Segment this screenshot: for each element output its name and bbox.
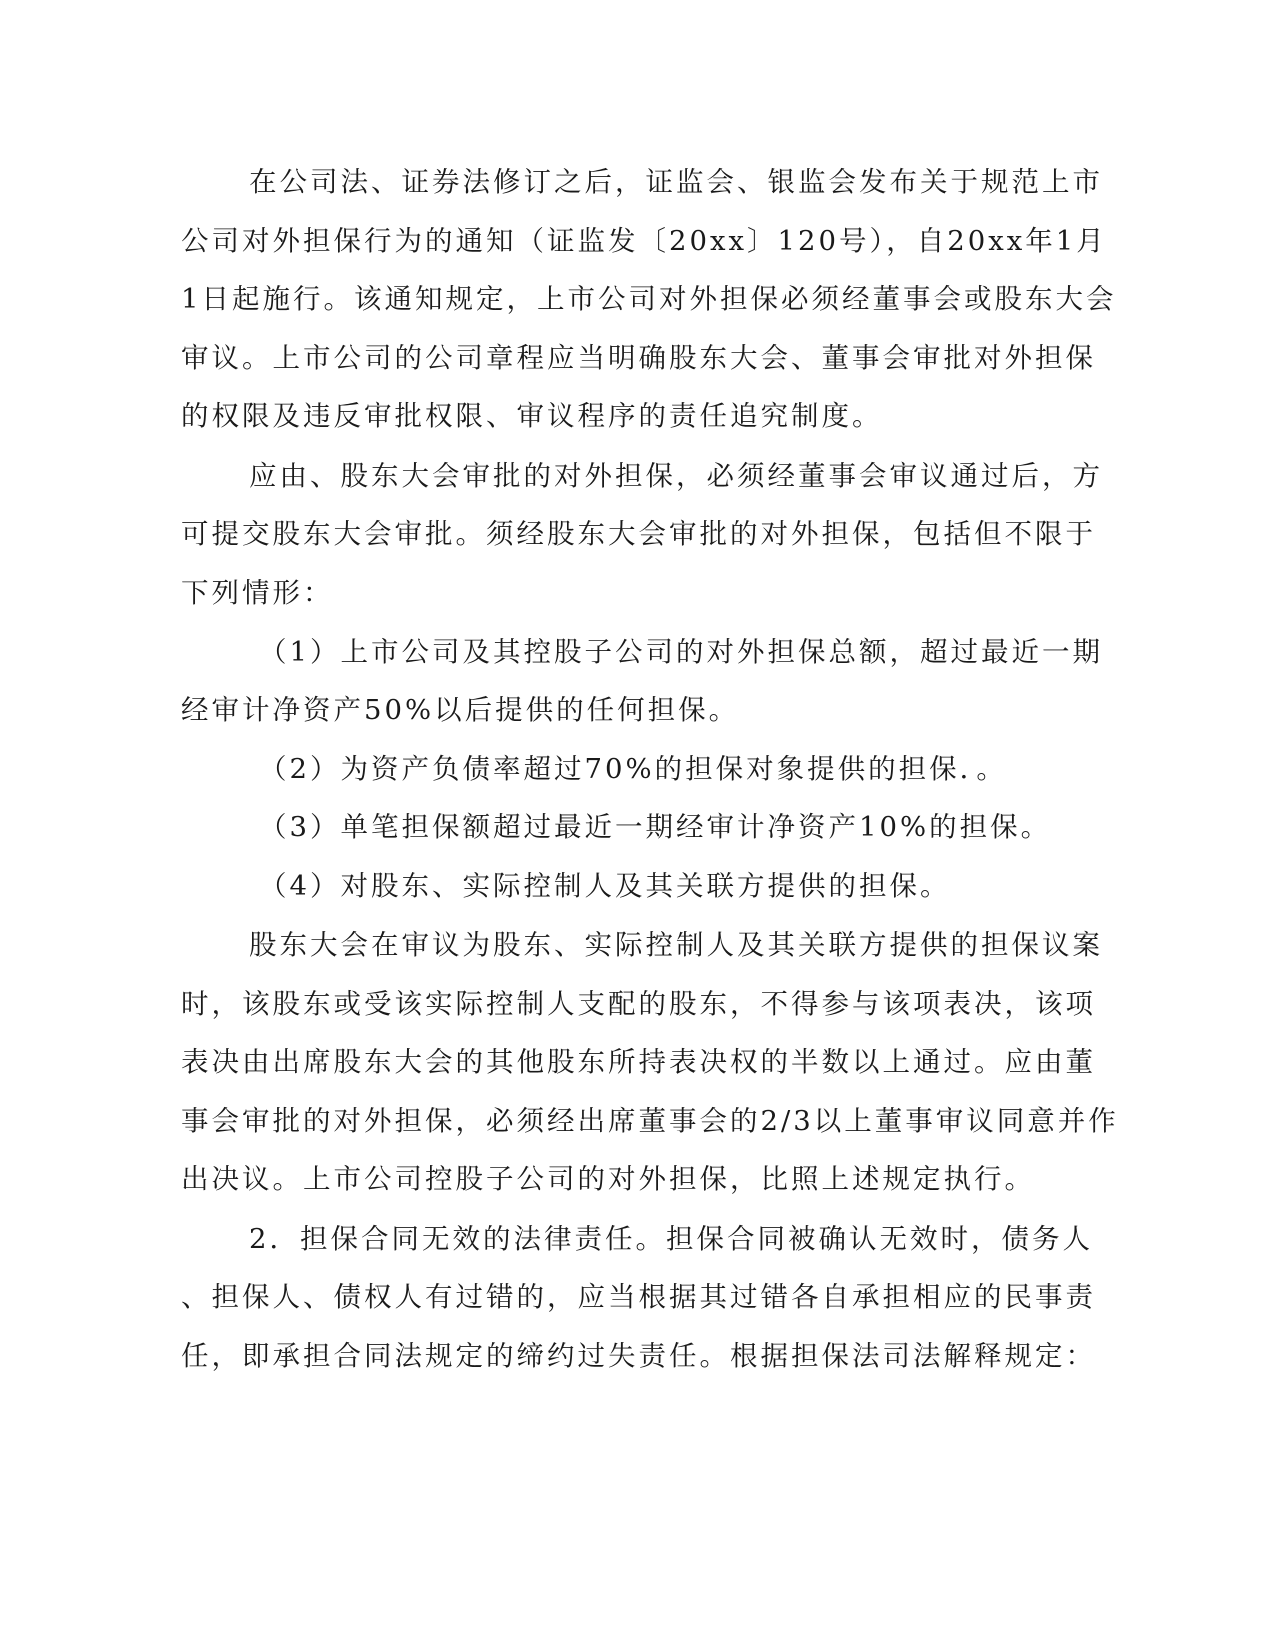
text-line: 审议。上市公司的公司章程应当明确股东大会、董事会审批对外担保 bbox=[181, 342, 1096, 374]
list-item: （1）上市公司及其控股子公司的对外担保总额，超过最近一期 bbox=[259, 636, 1103, 668]
text-line: 公司对外担保行为的通知（证监发〔20xx〕120号），自20xx年1月 bbox=[181, 225, 1107, 257]
text-line: 出决议。上市公司控股子公司的对外担保，比照上述规定执行。 bbox=[181, 1163, 1035, 1195]
text-line: 1日起施行。该通知规定，上市公司对外担保必须经董事会或股东大会 bbox=[181, 283, 1117, 315]
text-line: 在公司法、证券法修订之后，证监会、银监会发布关于规范上市 bbox=[249, 166, 1103, 198]
text-line: 任，即承担合同法规定的缔约过失责任。根据担保法司法解释规定： bbox=[181, 1340, 1096, 1372]
text-line: 可提交股东大会审批。须经股东大会审批的对外担保，包括但不限于 bbox=[181, 518, 1096, 550]
list-item: （3）单笔担保额超过最近一期经审计净资产10%的担保。 bbox=[259, 811, 1052, 843]
list-item: （4）对股东、实际控制人及其关联方提供的担保。 bbox=[259, 870, 951, 902]
text-line: 应由、股东大会审批的对外担保，必须经董事会审议通过后，方 bbox=[249, 460, 1103, 492]
text-line: 下列情形： bbox=[181, 577, 334, 609]
text-line: 时，该股东或受该实际控制人支配的股东，不得参与该项表决，该项 bbox=[181, 988, 1096, 1020]
text-line: 表决由出席股东大会的其他股东所持表决权的半数以上通过。应由董 bbox=[181, 1046, 1096, 1078]
list-item: （2）为资产负债率超过70%的担保对象提供的担保．。 bbox=[259, 753, 1007, 785]
text-line: 事会审批的对外担保，必须经出席董事会的2/3以上董事审议同意并作 bbox=[181, 1105, 1119, 1137]
text-line: 股东大会在审议为股东、实际控制人及其关联方提供的担保议案 bbox=[249, 929, 1103, 961]
text-line: 的权限及违反审批权限、审议程序的责任追究制度。 bbox=[181, 400, 883, 432]
text-line: 、担保人、债权人有过错的，应当根据其过错各自承担相应的民事责 bbox=[181, 1281, 1096, 1313]
text-line: 2．担保合同无效的法律责任。担保合同被确认无效时，债务人 bbox=[249, 1223, 1093, 1255]
text-line: 经审计净资产50%以后提供的任何担保。 bbox=[181, 694, 740, 726]
